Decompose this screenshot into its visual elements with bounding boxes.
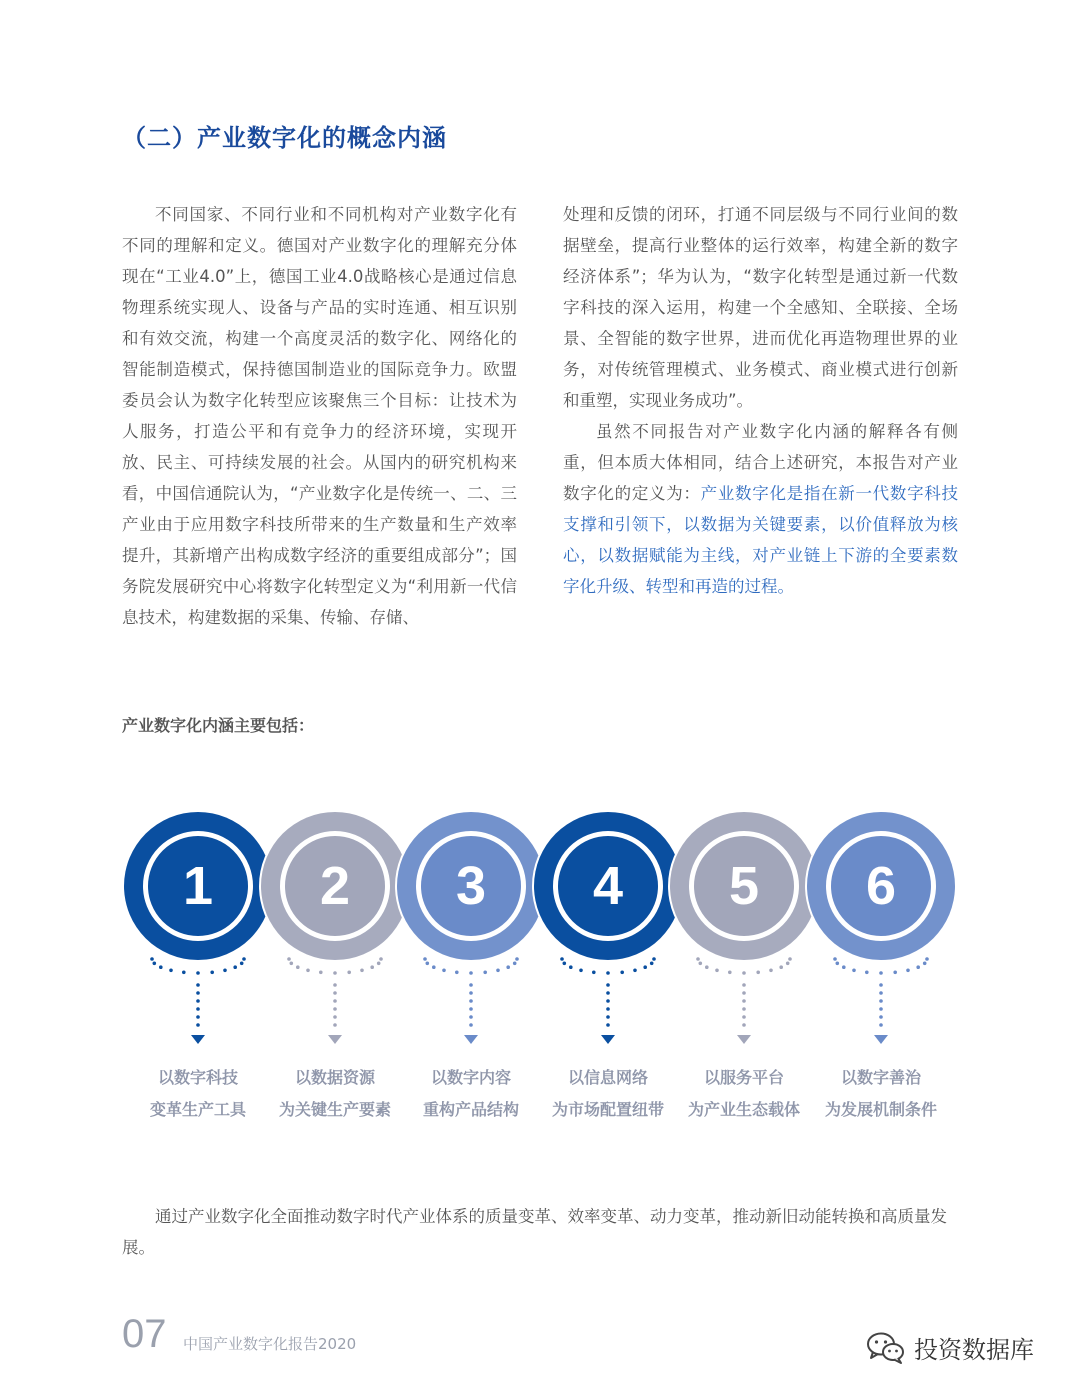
step-label-line1: 以数字科技 bbox=[157, 1068, 238, 1087]
step-number: 2 bbox=[280, 831, 390, 941]
step-label-line2: 为产业生态载体 bbox=[687, 1100, 800, 1119]
step-circle-5 bbox=[670, 812, 818, 960]
step-label-4 bbox=[538, 1062, 678, 1126]
step-label-2 bbox=[265, 1062, 405, 1126]
step-number: 4 bbox=[553, 831, 663, 941]
step-label-5 bbox=[674, 1062, 814, 1126]
step-number: 1 bbox=[143, 831, 253, 941]
step-label-line2: 为关键生产要素 bbox=[278, 1100, 391, 1119]
page-number: 07 bbox=[122, 1312, 167, 1356]
definition-highlight: 产业数字化是指在新一代数字科技支撑和引领下，以数据为关键要素，以价值释放为核心，以数据赋能为主线，对产业链上下游的全要素数字化升级、转型和再造的过程。 bbox=[563, 484, 959, 596]
step-label-1 bbox=[128, 1062, 268, 1126]
step-label-line1: 以服务平台 bbox=[703, 1068, 784, 1087]
conclusion bbox=[122, 1201, 960, 1263]
step-label-line2: 变革生产工具 bbox=[149, 1100, 246, 1119]
step-circle-4 bbox=[534, 812, 682, 960]
step-circle-6 bbox=[807, 812, 955, 960]
step-label-line2: 为发展机制条件 bbox=[824, 1100, 937, 1119]
right-paragraph-continuation: 处理和反馈的闭环，打通不同层级与不同行业间的数据壁垒，提高行业整体的运行效率，构建全新的数字经济体系”；华为认为，“数字化转型是通过新一代数字科技的深入运用，构建一个全感知、全联接、全场景、全智能的数字世界，进而优化再造物理世界的业务，对传统管理模式、业务模式、商业模式进行创新和重塑，实现业务成功”。 bbox=[563, 205, 958, 410]
step-connector-4 bbox=[553, 955, 663, 1045]
step-label-line1: 以数字内容 bbox=[430, 1068, 511, 1087]
step-connector-1 bbox=[143, 955, 253, 1045]
left-column bbox=[122, 199, 517, 633]
step-label-line2: 重构产品结构 bbox=[422, 1100, 519, 1119]
step-connector-6 bbox=[826, 955, 936, 1045]
definition-intro: 虽然不同报告对产业数字化内涵的解释各有侧重，但本质大体相同，结合上述研究，本报告对产业数字化的定义为： bbox=[563, 422, 958, 503]
step-circle-3 bbox=[397, 812, 545, 960]
definition-paragraph bbox=[563, 416, 958, 602]
footer-report-title: 中国产业数字化报告2020 bbox=[183, 1335, 357, 1353]
section-heading: （二）产业数字化的概念内涵 bbox=[122, 124, 447, 152]
step-label-line1: 以数据资源 bbox=[294, 1068, 375, 1087]
step-number: 3 bbox=[416, 831, 526, 941]
watermark bbox=[866, 1330, 1034, 1365]
step-number: 6 bbox=[826, 831, 936, 941]
step-label-line2: 为市场配置纽带 bbox=[551, 1100, 664, 1119]
step-number: 5 bbox=[689, 831, 799, 941]
step-circle-1 bbox=[124, 812, 272, 960]
step-label-3 bbox=[401, 1062, 541, 1126]
step-label-line1: 以信息网络 bbox=[567, 1068, 648, 1087]
step-label-6 bbox=[811, 1062, 951, 1126]
wechat-icon bbox=[866, 1331, 906, 1365]
conclusion-text: 通过产业数字化全面推动数字时代产业体系的质量变革、效率变革、动力变革，推动新旧动能转换和高质量发展。 bbox=[122, 1207, 947, 1257]
right-column bbox=[563, 199, 958, 602]
watermark-text: 投资数据库 bbox=[914, 1336, 1034, 1364]
left-paragraph: 不同国家、不同行业和不同机构对产业数字化有不同的理解和定义。德国对产业数字化的理解充分体现在“工业4.0”上，德国工业4.0战略核心是通过信息物理系统实现人、设备与产品的实时连通、相互识别和有效交流，构建一个高度灵活的数字化、网络化的智能制造模式，保持德国制造业的国际竞争力。欧盟委员会认为数字化转型应该聚焦三个目标：让技术为人服务，打造公平和有竞争力的经济环境，实现开放、民主、可持续发展的社会。从国内的研究机构来看，中国信通院认为，“产业数字化是传统一、二、三产业由于应用数字科技所带来的生产数量和生产效率提升，其新增产出构成数字经济的重要组成部分”；国务院发展研究中心将数字化转型定义为“利用新一代信息技术，构建数据的采集、传输、存储、 bbox=[122, 205, 517, 627]
step-circle-2 bbox=[261, 812, 409, 960]
step-connector-3 bbox=[416, 955, 526, 1045]
connotation-title: 产业数字化内涵主要包括： bbox=[122, 716, 315, 735]
step-connector-2 bbox=[280, 955, 390, 1045]
step-label-line1: 以数字善治 bbox=[840, 1068, 921, 1087]
step-connector-5 bbox=[689, 955, 799, 1045]
